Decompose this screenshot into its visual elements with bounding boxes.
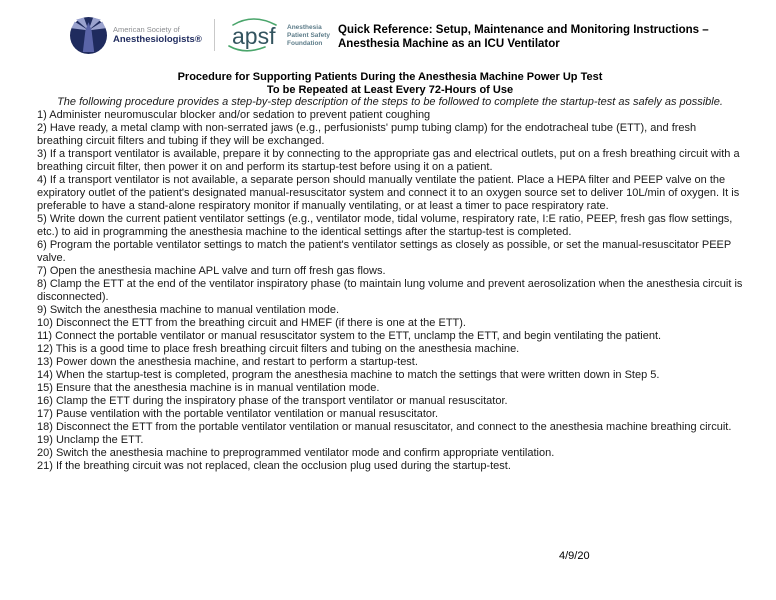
step-item: 12) This is a good time to place fresh breathing circuit filters and tubing on the anesthesia machine. (37, 342, 520, 355)
step-item: 13) Power down the anesthesia machine, and restart to perform a startup-test. (37, 355, 418, 368)
step-item: 7) Open the anesthesia machine APL valve and turn off fresh gas flows. (37, 264, 386, 277)
step-item: 20) Switch the anesthesia machine to preprogrammed ventilator mode and confirm appropriate ventilation. (37, 446, 555, 459)
step-item: 19) Unclamp the ETT. (37, 433, 144, 446)
procedure-intro: The following procedure provides a step-by-step description of the steps to be followed to complete the startup-test as safely as possible. (57, 96, 723, 108)
step-item: 6) Program the portable ventilator settings to match the patient's ventilator settings as closely as possible, or set the manual-resuscitator PEEP valve. (37, 238, 732, 264)
logo-divider (214, 19, 215, 51)
steps-list (37, 109, 743, 473)
apsf-name-line3: Foundation (286, 40, 323, 47)
step-item: 4) If a transport ventilator is not available, a separate person should manually ventilate the patient. Place a HEPA filter and PEEP valve on the expiratory outlet of the patient's designated manual-resuscitator system and connect it to an oxygen source set to deliver 10L/min of oxygen. It is preferable to have a stand-alone respiratory monitor if manually ventilating, or at least a timer to pace respiratory rate. (37, 173, 740, 212)
header-title-line2: Anesthesia Machine as an ICU Ventilator (338, 38, 560, 50)
apsf-name-line2: Patient Safety (286, 32, 330, 39)
asa-logo (70, 17, 202, 54)
step-item: 8) Clamp the ETT at the end of the ventilator inspiratory phase (to maintain lung volume and prevent aerosolization when the anesthesia circuit is disconnected). (37, 277, 743, 303)
asa-logo-line1: American Society of (113, 24, 180, 34)
asa-logo-text (113, 25, 202, 45)
document-body (37, 71, 743, 473)
step-item: 11) Connect the portable ventilator or manual resuscitator system to the ETT, unclamp the ETT, and begin ventilating the patient. (37, 329, 662, 342)
logo-group (70, 16, 339, 54)
header-title-line1: Quick Reference: Setup, Maintenance and Monitoring Instructions – (338, 24, 709, 36)
step-item: 10) Disconnect the ETT from the breathing circuit and HMEF (if there is one at the ETT). (37, 316, 466, 329)
step-item: 9) Switch the anesthesia machine to manual ventilation mode. (37, 303, 340, 316)
apsf-acronym: apsf (231, 23, 276, 49)
step-item: 17) Pause ventilation with the portable ventilator ventilation or manual resuscitator. (37, 407, 439, 420)
asa-lighthouse-icon (70, 17, 107, 54)
step-item: 2) Have ready, a metal clamp with non-serrated jaws (e.g., perfusionists' pump tubing clamp) for the endotracheal tube (ETT), and fresh breathing circuit filters and tubing if they will be exchanged. (37, 121, 697, 147)
step-item: 3) If a transport ventilator is available, prepare it by connecting to the appropriate gas and electrical outlets, put on a fresh breathing circuit with a breathing circuit filter, then power it on and perform its startup-test before using it on a patient. (37, 147, 740, 173)
asa-logo-line2: Anesthesiologists® (113, 33, 202, 45)
step-item: 14) When the startup-test is completed, program the anesthesia machine to match the settings that were written down in Step 5. (37, 368, 660, 381)
step-item: 1) Administer neuromuscular blocker and/or sedation to prevent patient coughing (37, 108, 431, 121)
step-item: 16) Clamp the ETT during the inspiratory phase of the transport ventilator or manual resuscitator. (37, 394, 508, 407)
apsf-logo (227, 16, 339, 54)
step-item: 18) Disconnect the ETT from the portable ventilator ventilation or manual resuscitator, and connect to the anesthesia machine breathing circuit. (37, 420, 732, 433)
apsf-name-line1: Anesthesia (286, 24, 322, 31)
procedure-title (37, 71, 743, 96)
step-item: 5) Write down the current patient ventilator settings (e.g., ventilator mode, tidal volume, respiratory rate, I:E ratio, PEEP, fresh gas flow settings, etc.) to aid in programming the anesthesia machine to the identical settings after the startup-test is completed. (37, 212, 733, 238)
document-header-title (338, 23, 768, 51)
footer-date: 4/9/20 (559, 550, 590, 562)
step-item: 21) If the breathing circuit was not replaced, clean the occlusion plug used during the startup-test. (37, 459, 511, 472)
procedure-title-line2: To be Repeated at Least Every 72-Hours of Use (266, 83, 514, 96)
procedure-title-line1: Procedure for Supporting Patients During the Anesthesia Machine Power Up Test (177, 71, 603, 83)
step-item: 15) Ensure that the anesthesia machine is in manual ventilation mode. (37, 381, 380, 394)
